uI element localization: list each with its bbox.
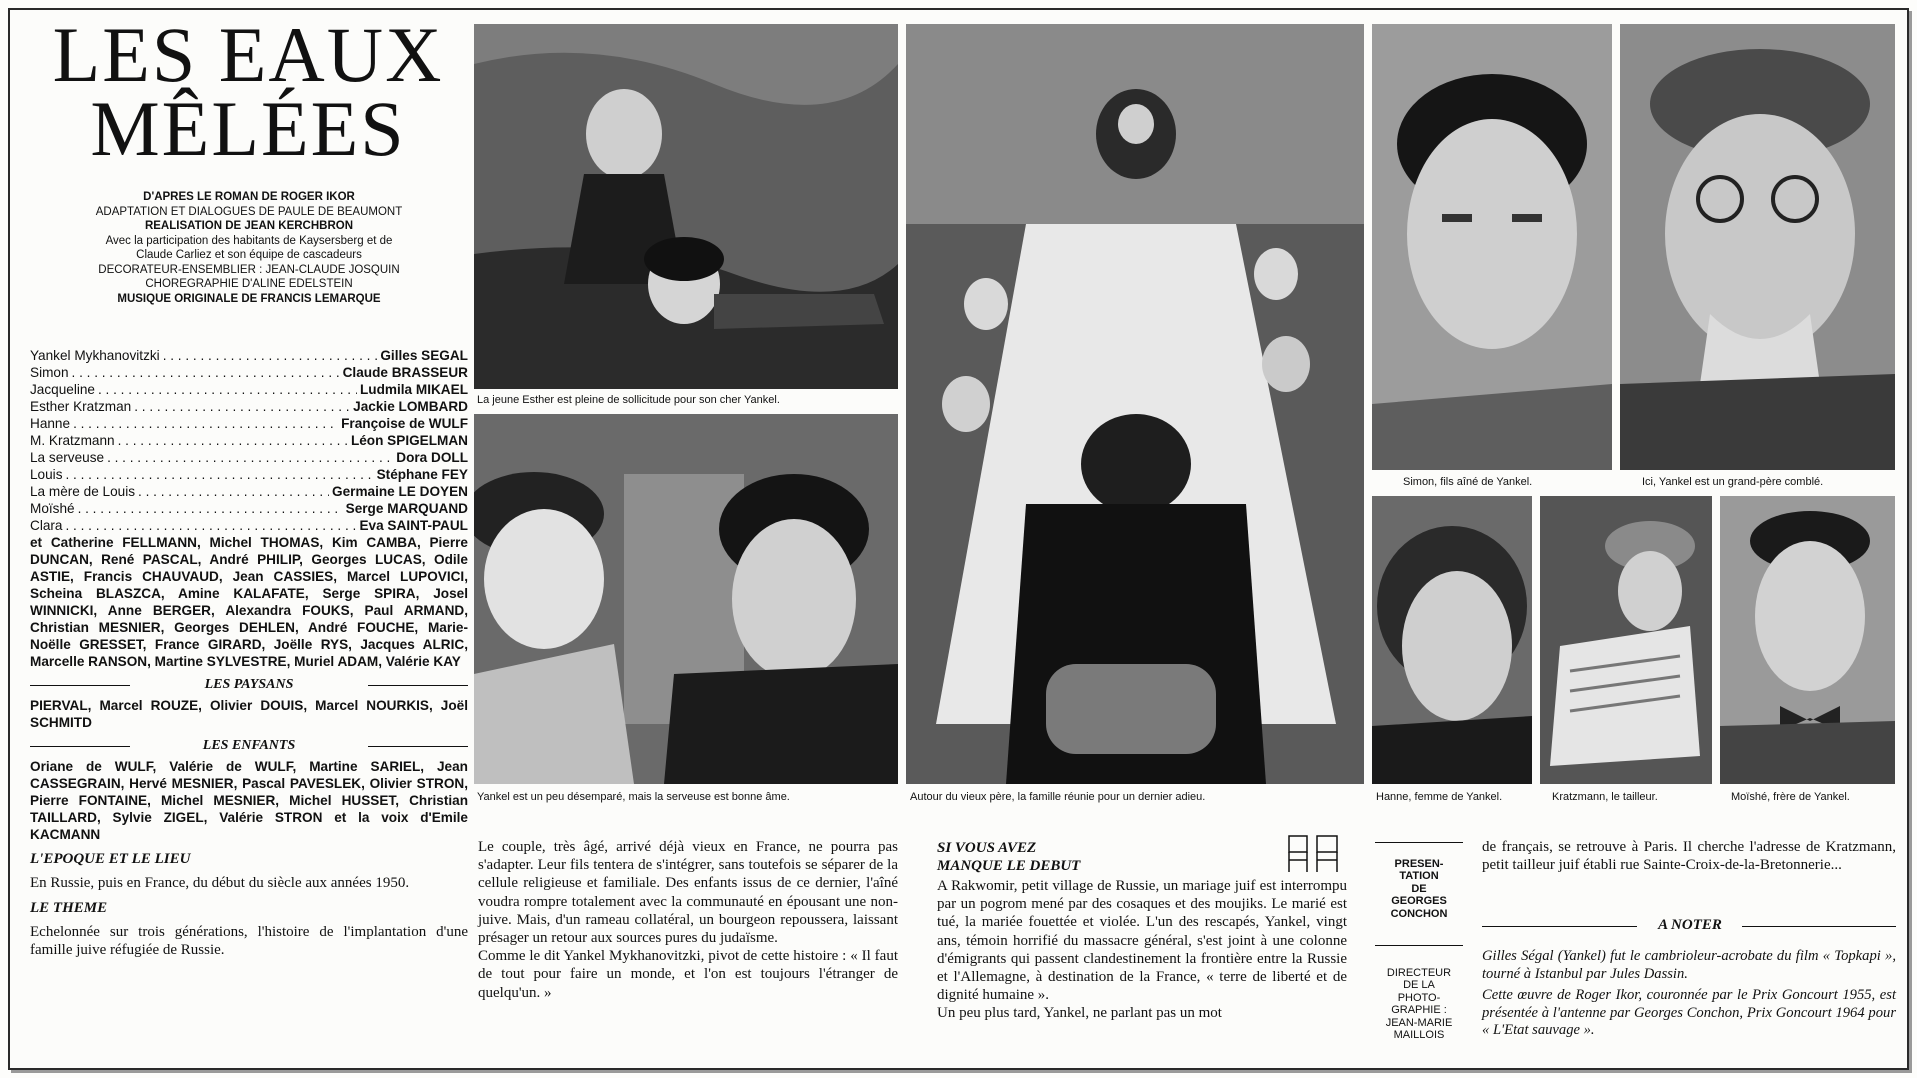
theme-text: Echelonnée sur trois générations, l'histoire de l'implantation d'une famille juive réfugiée de Russie.	[30, 924, 468, 958]
cast-extra: et Catherine FELLMANN, Michel THOMAS, Kim CAMBA, Pierre DUNCAN, René PASCAL, André PHILIP, Georges LUCAS, Odile ASTIE, Francis CHAUVAUD, Jean CASSIES, Marcel LUPOVICI, Scheina BLASZCA, Amine KALAFATE, Serge SPIRA, Josel WINNICKI, Anne BERGER, Alexandra FOUKS, Paul ARMAND, Christian MESNIER, Georges DEHLEN, André FOUCHE, Marie-Noëlle GRESSET, France GIRARD, Joëlle RYS, Jacques ALRIC, Marcelle RANSON, Martine SYLVESTRE, Muriel ADAM, Valérie KAY	[30, 535, 468, 669]
cast-role: Yankel Mykhanovitzki	[30, 348, 160, 363]
col3-paragraph: A Rakwomir, petit village de Russie, un mariage juif est interrompu par un pogrom mené par des cosaques et des moujiks. Le marié est tué, la mariée fouettée et violée. L'un des rescapés, Yankel, vingt ans, témoin horrifié du massacre général, s'est joint à une colonne d'émigrants qui passent clandestinement la frontière entre la Russie et l'Allemagne, à destination de la France, « terre de liberté et de dignité humaine ».	[937, 878, 1347, 1004]
credit-line: ADAPTATION ET DIALOGUES DE PAULE DE BEAUMONT	[95, 205, 403, 218]
cast-role: Moïshé	[30, 501, 75, 516]
section-heading-enfants: LES ENFANTS	[30, 737, 468, 754]
chairs-icon	[1285, 832, 1345, 874]
credit-line: D'APRES LE ROMAN DE ROGER IKOR	[143, 191, 355, 203]
cast-role: Esther Kratzman	[30, 399, 132, 414]
cast-row	[30, 466, 468, 483]
cast-actor: Ludmila MIKAEL	[360, 382, 468, 397]
photo-grandpere	[1620, 24, 1895, 470]
anoter-paragraph: Cette œuvre de Roger Ikor, couronnée par le Prix Goncourt 1955, est présentée à l'antenne par Georges Conchon, Prix Goncourt 1964 pour « L'Etat sauvage ».	[1482, 987, 1896, 1039]
photo-grandpere-image	[1620, 24, 1895, 470]
title-line: MÊLÉES	[90, 85, 406, 172]
magazine-page	[8, 8, 1909, 1070]
credit-line: PHOTO-	[1397, 991, 1441, 1004]
article-title	[28, 11, 468, 172]
photo-yankel-serveuse-image	[474, 414, 898, 784]
caption-hanne: Hanne, femme de Yankel.	[1376, 791, 1503, 803]
photo-esther	[474, 24, 898, 389]
photo-hanne	[1372, 496, 1532, 784]
cast-actor: Dora DOLL	[396, 450, 468, 465]
cast-row	[30, 398, 468, 415]
credit-line: MAILLOIS	[1393, 1029, 1445, 1042]
epoque-heading: L'EPOQUE ET LE LIEU	[30, 851, 191, 867]
cast-row	[30, 483, 468, 500]
section-heading-paysans: LES PAYSANS	[30, 676, 468, 693]
caption-simon: Simon, fils aîné de Yankel.	[1403, 476, 1533, 488]
credit-line: PRESEN-	[1394, 858, 1444, 870]
photo-kratzmann-image	[1540, 496, 1712, 784]
credits-block	[30, 190, 468, 306]
credit-line: DE LA	[1403, 979, 1435, 992]
photo-yankel-serveuse	[474, 414, 898, 784]
cast-role: La serveuse	[30, 450, 105, 465]
cast-actor: Léon SPIGELMAN	[350, 433, 468, 448]
photo-moishe	[1720, 496, 1895, 784]
cast-row	[30, 347, 468, 364]
col3-heading-line: MANQUE LE DEBUT	[937, 858, 1081, 874]
credit-line: DECORATEUR-ENSEMBLIER : JEAN-CLAUDE JOSQUIN	[98, 263, 400, 276]
col3-heading	[937, 839, 1187, 875]
cast-row	[30, 449, 468, 466]
cast-row	[30, 500, 468, 517]
presentation-credit	[1375, 858, 1463, 920]
divider	[1742, 926, 1896, 927]
cast-actor: Germaine LE DOYEN	[332, 484, 468, 499]
caption-grandpere: Ici, Yankel est un grand-père comblé.	[1642, 476, 1824, 488]
paysans-list: PIERVAL, Marcel ROUZE, Olivier DOUIS, Marcel NOURKIS, Joël SCHMITD	[30, 698, 468, 730]
credit-line: MUSIQUE ORIGINALE DE FRANCIS LEMARQUE	[117, 292, 381, 305]
col3-paragraph: Un peu plus tard, Yankel, ne parlant pas un mot	[937, 1005, 1222, 1022]
cast-role: Hanne	[30, 416, 71, 431]
caption-yankel-serveuse: Yankel est un peu désemparé, mais la serveuse est bonne âme.	[477, 791, 790, 803]
title-line: LES EAUX	[52, 11, 444, 98]
cast-list	[30, 347, 468, 959]
cast-actor: Stéphane FEY	[376, 467, 468, 482]
credit-line: CONCHON	[1390, 907, 1448, 920]
column-2-text	[478, 838, 898, 1002]
photo-hanne-image	[1372, 496, 1532, 784]
cast-actor: Eva SAINT-PAUL	[359, 518, 468, 533]
cast-actor: Françoise de WULF	[341, 416, 468, 431]
epoque-text: En Russie, puis en France, du début du siècle aux années 1950.	[30, 875, 410, 891]
cast-row	[30, 517, 468, 534]
credit-line: Claude Carliez et son équipe de cascadeurs	[136, 249, 362, 261]
theme-heading: LE THEME	[30, 900, 108, 916]
cast-role: Louis	[30, 467, 63, 482]
cast-role: M. Kratzmann	[30, 433, 115, 448]
cast-role: La mère de Louis	[30, 484, 136, 499]
column-4-text: de français, se retrouve à Paris. Il cherche l'adresse de Kratzmann, petit tailleur juif établi rue Sainte-Croix-de-la-Bretonnerie...	[1482, 839, 1896, 874]
divider	[1375, 842, 1463, 843]
photo-kratzmann	[1540, 496, 1712, 784]
cast-actor: Serge MARQUAND	[345, 501, 468, 516]
cast-actor: Jackie LOMBARD	[353, 399, 468, 414]
col2-paragraph: Comme le dit Yankel Mykhanovitzki, pivot de cette histoire : « Il faut de tout pour faire un monde, et l'on est toujours l'étranger de quelqu'un. »	[478, 948, 898, 1001]
credit-line: DE	[1411, 882, 1427, 895]
caption-esther: La jeune Esther est pleine de sollicitude pour son cher Yankel.	[477, 394, 780, 406]
credit-line: GRAPHIE :	[1391, 1004, 1447, 1017]
divider	[1375, 945, 1463, 946]
cast-role: Clara	[30, 518, 63, 533]
enfants-list: Oriane de WULF, Valérie de WULF, Martine SARIEL, Jean CASSEGRAIN, Hervé MESNIER, Pascal PAVESLEK, Olivier STRON, Pierre FONTAINE, Michel MESNIER, Michel HUSSET, Christian TAILLARD, Sylvie ZIGEL, Valérie STRON et la voix d'Emile KACMANN	[30, 759, 468, 842]
cast-role: Simon	[30, 365, 69, 380]
credit-line: REALISATION DE JEAN KERCHBRON	[144, 220, 354, 232]
cast-row	[30, 381, 468, 398]
col3-heading-line: SI VOUS AVEZ	[937, 840, 1037, 856]
photo-famille-image	[906, 24, 1364, 784]
cast-actor: Claude BRASSEUR	[342, 365, 468, 380]
col2-paragraph: Le couple, très âgé, arrivé déjà vieux en France, ne pourra pas s'adapter. Leur fils tentera de s'intégrer, sans toutefois se séparer de la cellule religieuse et familiale. Des enfants issus de ce dernier, l'aîné voudra rompre totalement avec la communauté en épousant une non-juive. Mais, d'un rameau collatéral, un bourgeon repoussera, laissant présager un retour aux sources pures du judaïsme.	[478, 839, 898, 947]
photo-moishe-image	[1720, 496, 1895, 784]
cast-row	[30, 364, 468, 381]
anoter-text	[1482, 948, 1896, 1040]
caption-kratzmann: Kratzmann, le tailleur.	[1552, 791, 1658, 803]
credit-line: GEORGES	[1391, 895, 1447, 908]
photo-famille	[906, 24, 1364, 784]
photo-director-credit	[1375, 967, 1463, 1041]
cast-row	[30, 415, 468, 432]
column-3-text	[937, 877, 1347, 1023]
anoter-paragraph: Gilles Ségal (Yankel) fut le cambrioleur-acrobate du film « Topkapi », tourné à Istanbul par Jules Dassin.	[1482, 948, 1896, 982]
photo-simon-image	[1372, 24, 1612, 470]
caption-famille: Autour du vieux père, la famille réunie pour un dernier adieu.	[910, 791, 1206, 803]
cast-row	[30, 432, 468, 449]
cast-role: Jacqueline	[30, 382, 95, 397]
credit-line: Avec la participation des habitants de Kaysersberg et de	[105, 234, 393, 247]
credit-line: JEAN-MARIE	[1385, 1016, 1453, 1029]
divider	[1482, 926, 1637, 927]
photo-esther-image	[474, 24, 898, 389]
anoter-heading: A NOTER	[1658, 917, 1722, 933]
credit-line: CHOREGRAPHIE D'ALINE EDELSTEIN	[145, 278, 353, 290]
credit-line: DIRECTEUR	[1386, 967, 1452, 979]
credit-line: TATION	[1399, 870, 1439, 883]
photo-simon	[1372, 24, 1612, 470]
caption-moishe: Moïshé, frère de Yankel.	[1731, 791, 1850, 803]
cast-actor: Gilles SEGAL	[380, 348, 468, 363]
